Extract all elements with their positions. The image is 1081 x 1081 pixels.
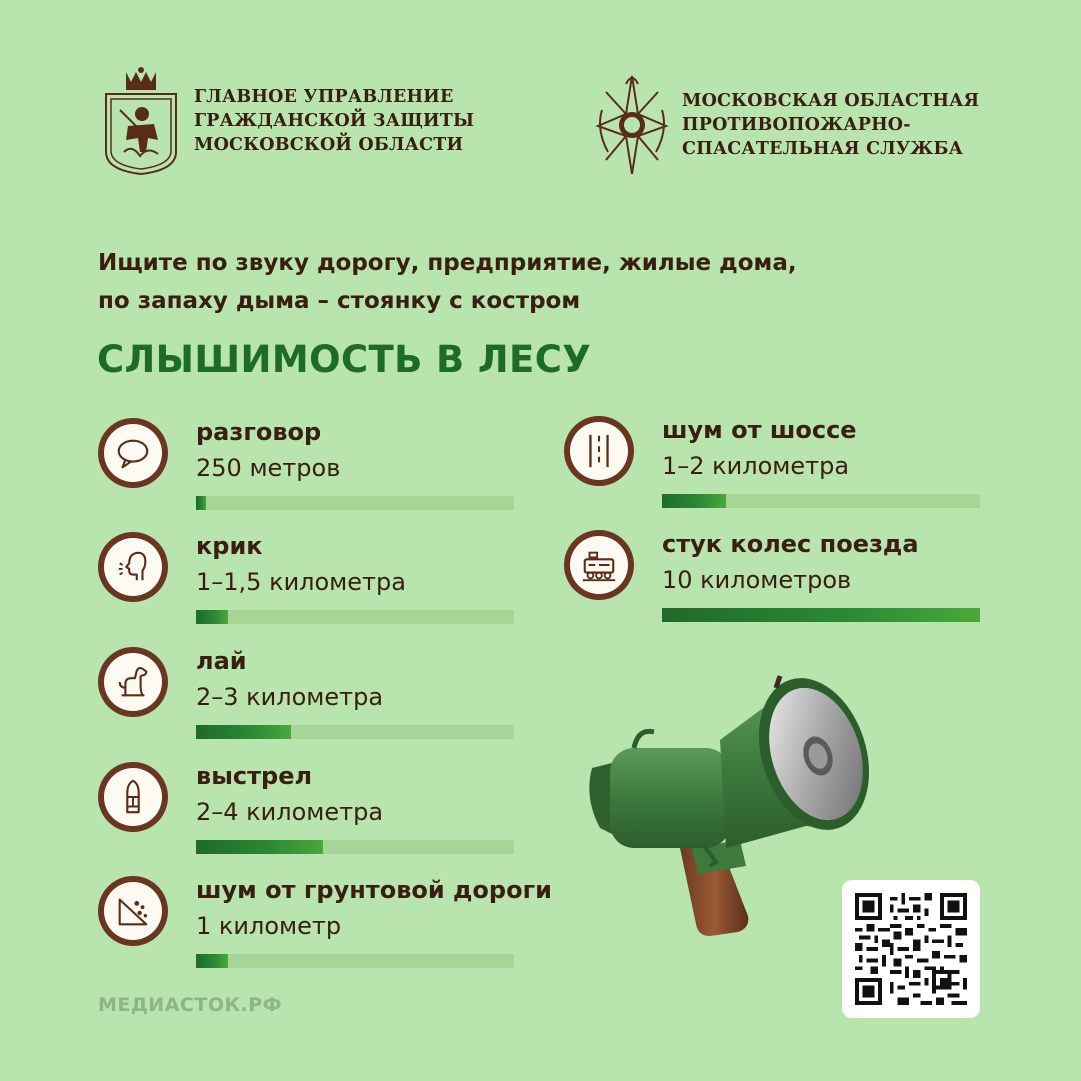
audibility-bar-fill [196, 496, 206, 510]
header-org-fire-rescue [592, 70, 979, 180]
header-org-civil-defense [98, 66, 474, 176]
audibility-bar [196, 610, 514, 624]
audibility-bar [662, 494, 980, 508]
item-label: выстрел [196, 762, 313, 790]
item-distance: 10 километров [662, 566, 852, 594]
org-name-line: ГРАЖДАНСКОЙ ЗАЩИТЫ [194, 111, 475, 131]
moscow-oblast-coat-of-arms-icon [98, 66, 184, 176]
item-distance: 2–4 километра [196, 798, 384, 826]
org-name-line: МОСКОВСКАЯ ОБЛАСТНАЯ [682, 91, 980, 111]
audibility-item-dirt-road [98, 876, 552, 976]
audibility-item-shout [98, 532, 518, 632]
audibility-bar [196, 725, 514, 739]
train-icon [580, 546, 618, 584]
audibility-item-train [564, 530, 984, 630]
org-name-line: ПРОТИВОПОЖАРНО- [682, 115, 911, 135]
audibility-bar-fill [196, 725, 291, 739]
highway-icon [580, 432, 618, 470]
audibility-bar-fill [662, 608, 980, 622]
footer-source: МЕДИАСТОК.РФ [98, 994, 282, 1016]
audibility-bar [196, 496, 514, 510]
audibility-bar-fill [196, 610, 228, 624]
intro-line: Ищите по звуку дорогу, предприятие, жилые дома, [98, 250, 797, 276]
org-name-line: МОСКОВСКОЙ ОБЛАСТИ [194, 135, 464, 155]
audibility-bar-fill [662, 494, 726, 508]
audibility-bar-fill [196, 954, 228, 968]
item-distance: 1–1,5 километра [196, 568, 406, 596]
audibility-item-highway [564, 416, 984, 516]
dog-icon [114, 663, 152, 701]
intro-text [98, 244, 918, 320]
audibility-item-conversation [98, 418, 518, 518]
item-label: шум от шоссе [662, 416, 857, 444]
org-name-line: СПАСАТЕЛЬНАЯ СЛУЖБА [682, 139, 964, 159]
item-distance: 1 километр [196, 912, 342, 940]
audibility-bar [196, 840, 514, 854]
fire-rescue-service-emblem-icon [592, 70, 672, 180]
audibility-item-bark [98, 647, 518, 747]
audibility-bar [662, 608, 980, 622]
intro-line: по запаху дыма – стоянку с костром [98, 288, 581, 314]
audibility-bar-fill [196, 840, 323, 854]
org-name-line: ГЛАВНОЕ УПРАВЛЕНИЕ [194, 87, 454, 107]
bullet-icon [114, 778, 152, 816]
audibility-bar [196, 954, 514, 968]
item-label: крик [196, 532, 263, 560]
shouting-head-icon [114, 548, 152, 586]
item-label: разговор [196, 418, 322, 446]
org-name-civil-defense [194, 85, 474, 157]
item-distance: 2–3 километра [196, 683, 384, 711]
item-label: лай [196, 647, 247, 675]
item-label: шум от грунтовой дороги [196, 876, 552, 904]
item-distance: 1–2 километра [662, 452, 850, 480]
item-distance: 250 метров [196, 454, 341, 482]
qr-code-image[interactable] [842, 880, 980, 1018]
item-label: стук колес поезда [662, 530, 919, 558]
section-title: СЛЫШИМОСТЬ В ЛЕСУ [97, 338, 592, 381]
org-name-fire-rescue [682, 89, 979, 161]
audibility-item-gunshot [98, 762, 518, 862]
dirt-road-icon [114, 892, 152, 930]
speech-bubble-icon [114, 434, 152, 472]
